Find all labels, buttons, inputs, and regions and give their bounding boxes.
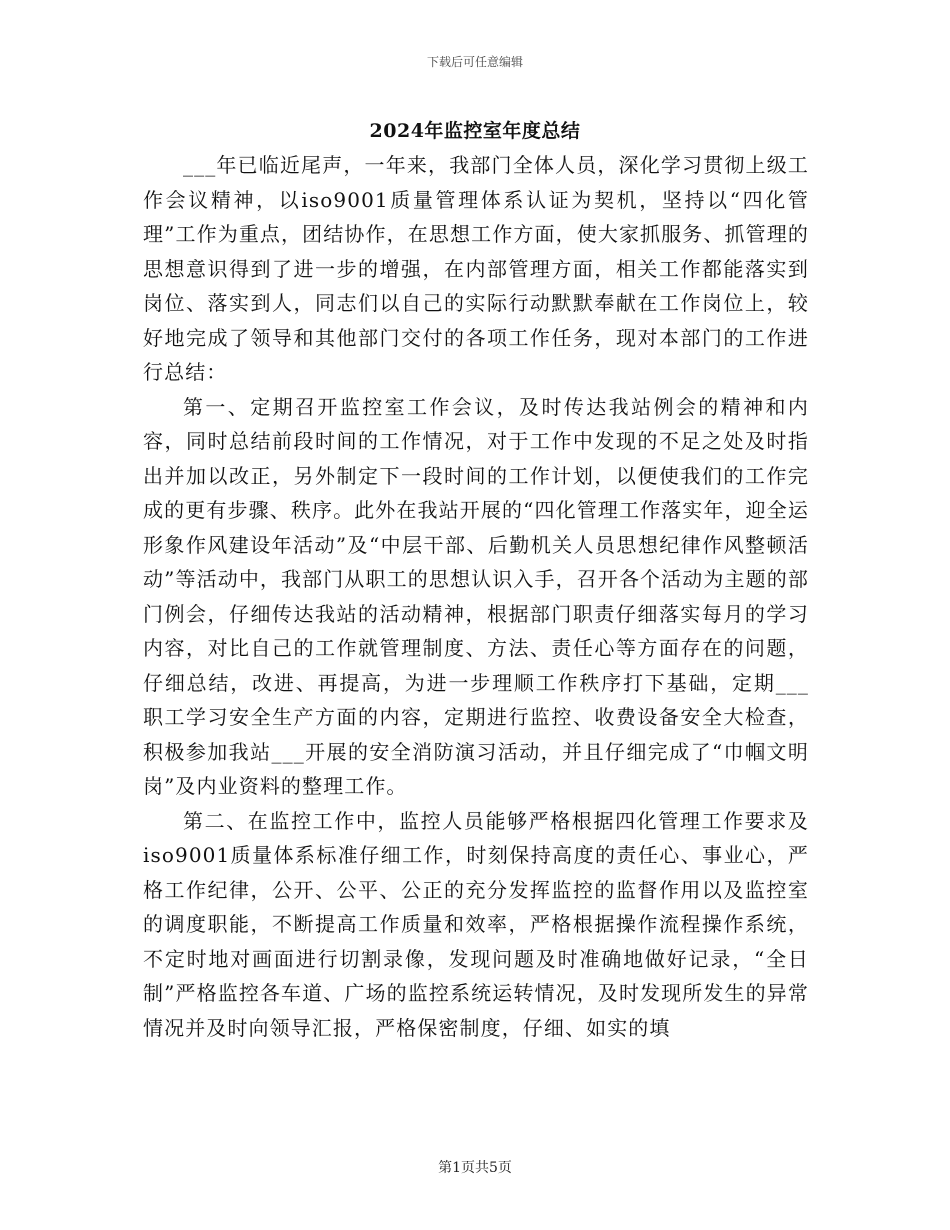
document-title: 2024年监控室年度总结: [369, 120, 581, 142]
document-body: [143, 148, 809, 1045]
paragraph-first: 第一、定期召开监控室工作会议，及时传达我站例会的精神和内容，同时总结前段时间的工作情况，对于工作中发现的不足之处及时指出并加以改正，另外制定下一段时间的工作计划，以便使我们的工作完成的更有步骤、秩序。此外在我站开展的“四化管理工作落实年，迎全运形象作风建设年活动”及“中层干部、后勤机关人员思想纪律作风整顿活动”等活动中，我部门从职工的思想认识入手，召开各个活动为主题的部门例会，仔细传达我站的活动精神，根据部门职责仔细落实每月的学习内容，对比自己的工作就管理制度、方法、责任心等方面存在的问题，仔细总结，改进、再提高，为进一步理顺工作秩序打下基础，定期___职工学习安全生产方面的内容，定期进行监控、收费设备安全大检查，积极参加我站___开展的安全消防演习活动，并且仔细完成了“巾帼文明岗”及内业资料的整理工作。: [143, 394, 809, 798]
paragraph-second: 第二、在监控工作中，监控人员能够严格根据四化管理工作要求及iso9001质量体系标准仔细工作，时刻保持高度的责任心、事业心，严格工作纪律，公开、公平、公正的充分发挥监控的监督作用以及监控室的调度职能，不断提高工作质量和效率，严格根据操作流程操作系统，不定时地对画面进行切割录像，发现问题及时准确地做好记录，“全日制”严格监控各车道、广场的监控系统运转情况，及时发现所发生的异常情况并及时向领导汇报，严格保密制度，仔细、如实的填: [143, 808, 809, 1040]
page-number: 第1页共5页: [438, 1160, 512, 1176]
download-edit-note: 下载后可任意编辑: [426, 55, 523, 69]
paragraph-intro: ___年已临近尾声，一年来，我部门全体人员，深化学习贯彻上级工作会议精神，以iso9001质量管理体系认证为契机，坚持以“四化管理”工作为重点，团结协作，在思想工作方面，使大家抓服务、抓管理的思想意识得到了进一步的增强，在内部管理方面，相关工作都能落实到岗位、落实到人，同志们以自己的实际行动默默奉献在工作岗位上，较好地完成了领导和其他部门交付的各项工作任务，现对本部门的工作进行总结：: [143, 153, 809, 384]
